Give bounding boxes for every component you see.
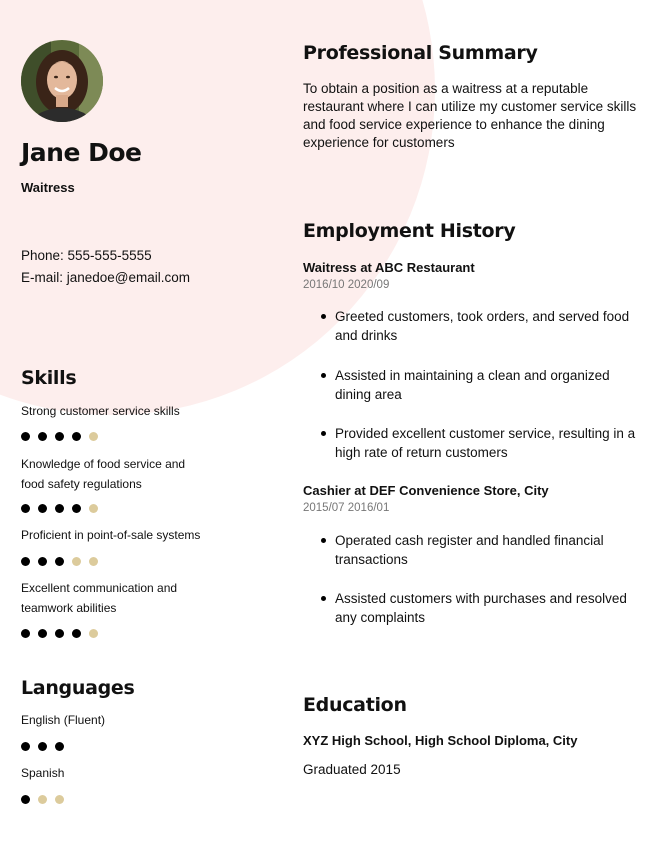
language-rating (21, 795, 64, 804)
bullet-text: Operated cash register and handled financial transactions (335, 533, 604, 567)
rating-dot-filled (21, 795, 30, 804)
skill-label: Excellent communication and teamwork abilities (21, 581, 178, 615)
bullet-icon (321, 596, 326, 601)
skill-label: Strong customer service skills (21, 404, 180, 418)
bullet-icon (321, 373, 326, 378)
rating-dot-filled (21, 557, 30, 566)
job-title: Waitress at ABC Restaurant (303, 260, 475, 275)
bullet-text: Provided excellent customer service, resulting in a high rate of return customers (335, 426, 636, 460)
job-bullet (321, 307, 636, 345)
skill-label: Knowledge of food service and food safety regulations (21, 457, 186, 491)
education-school: XYZ High School, High School Diploma, City (303, 733, 578, 748)
rating-dot-empty (89, 629, 98, 638)
rating-dot-filled (72, 432, 81, 441)
rating-dot-filled (72, 504, 81, 513)
rating-dot-filled (21, 742, 30, 751)
education-graduated: Graduated 2015 (303, 762, 401, 777)
rating-dot-filled (38, 742, 47, 751)
rating-dot-empty (89, 504, 98, 513)
phone: Phone: 555-555-5555 (21, 248, 152, 263)
bullet-text: Greeted customers, took orders, and served food and drinks (335, 309, 630, 343)
rating-dot-filled (38, 629, 47, 638)
bullet-text: Assisted customers with purchases and resolved any complaints (335, 591, 627, 625)
bullet-text: Assisted in maintaining a clean and organized dining area (335, 368, 610, 402)
job-bullet (321, 531, 636, 569)
skills-heading: Skills (21, 367, 77, 389)
job-dates: 2016/10 2020/09 (303, 279, 390, 291)
job-title: Cashier at DEF Convenience Store, City (303, 483, 549, 498)
job-bullet (321, 424, 636, 462)
avatar (21, 40, 103, 122)
rating-dot-empty (72, 557, 81, 566)
profile-photo-icon (21, 40, 103, 122)
rating-dot-filled (21, 504, 30, 513)
employment-heading: Employment History (303, 220, 516, 242)
rating-dot-empty (89, 557, 98, 566)
rating-dot-filled (38, 504, 47, 513)
rating-dot-filled (21, 629, 30, 638)
profile-name: Jane Doe (21, 138, 142, 167)
summary-text: To obtain a position as a waitress at a reputable restaurant where I can utilize my customer service skills and food service experience to enhance the dining experience for customers (303, 81, 637, 150)
rating-dot-filled (55, 432, 64, 441)
job-bullet (321, 366, 636, 404)
rating-dot-empty (89, 432, 98, 441)
education-heading: Education (303, 694, 407, 716)
job-dates: 2015/07 2016/01 (303, 502, 390, 514)
skill-rating (21, 432, 98, 441)
rating-dot-filled (72, 629, 81, 638)
bullet-icon (321, 538, 326, 543)
profile-title: Waitress (21, 180, 75, 195)
languages-heading: Languages (21, 677, 135, 699)
rating-dot-filled (21, 432, 30, 441)
language-label: English (Fluent) (21, 713, 106, 727)
rating-dot-empty (55, 795, 64, 804)
email: E-mail: janedoe@email.com (21, 270, 191, 285)
skill-label: Proficient in point-of-sale systems (21, 528, 201, 542)
rating-dot-filled (55, 557, 64, 566)
skill-rating (21, 629, 98, 638)
job-bullet (321, 589, 636, 627)
rating-dot-filled (55, 629, 64, 638)
language-rating (21, 742, 64, 751)
rating-dot-filled (38, 557, 47, 566)
bullet-icon (321, 431, 326, 436)
rating-dot-filled (38, 432, 47, 441)
bullet-icon (321, 314, 326, 319)
summary-heading: Professional Summary (303, 42, 538, 64)
rating-dot-filled (55, 504, 64, 513)
rating-dot-empty (38, 795, 47, 804)
rating-dot-filled (55, 742, 64, 751)
skill-rating (21, 557, 98, 566)
language-label: Spanish (21, 766, 65, 780)
skill-rating (21, 504, 98, 513)
